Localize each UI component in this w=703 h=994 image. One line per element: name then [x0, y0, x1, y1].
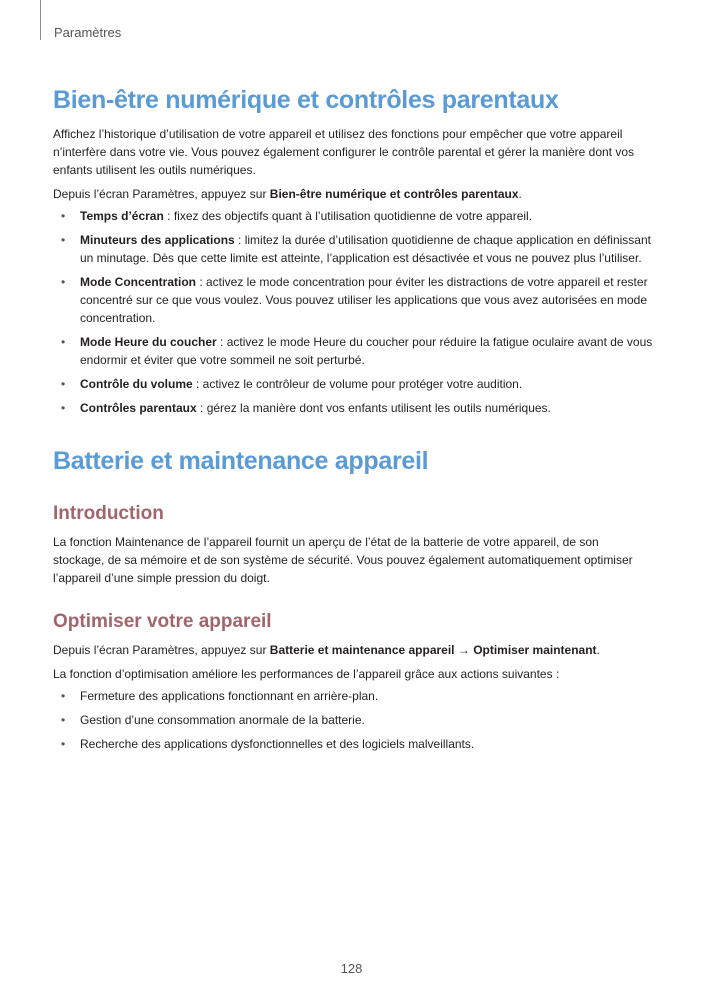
bullet-icon: •	[61, 209, 66, 223]
list-item: • Gestion d’une consommation anormale de la batterie.	[61, 713, 365, 727]
arrow-icon: →	[454, 643, 474, 657]
instruction: Depuis l’écran Paramètres, appuyez sur Bien-être numérique et contrôles parentaux.	[53, 187, 522, 201]
introduction-text: La fonction Maintenance de l’appareil fournit un aperçu de l’état de la batterie de votre appareil, de son stockage, de sa mémoire et de son système de sécurité. Vous pouvez également automatiquement optimiser l’appareil d’une simple pression du doigt.	[53, 535, 633, 585]
running-header: Paramètres	[54, 25, 122, 40]
subheading-optimize: Optimiser votre appareil	[53, 611, 272, 632]
list-item: • Fermeture des applications fonctionnant en arrière-plan.	[61, 689, 379, 703]
list-item: • Contrôles parentaux : gérez la manière dont vos enfants utilisent les outils numériques.	[61, 401, 551, 415]
optimize-list	[53, 687, 653, 753]
bullet-icon: •	[61, 377, 66, 391]
page-number: 128	[340, 961, 363, 976]
bullet-icon: •	[61, 689, 66, 703]
bullet-icon: •	[61, 737, 66, 751]
header-divider	[40, 0, 41, 40]
optimize-lead: La fonction d’optimisation améliore les performances de l’appareil grâce aux actions suivantes :	[53, 667, 560, 681]
bullet-icon: •	[61, 275, 66, 289]
list-item: • Contrôle du volume : activez le contrôleur de volume pour protéger votre audition.	[61, 377, 523, 391]
page-content	[53, 84, 653, 759]
feature-list	[53, 207, 653, 417]
bullet-icon: •	[61, 233, 66, 247]
subheading-introduction: Introduction	[53, 503, 164, 524]
bullet-icon: •	[61, 335, 66, 349]
list-item: • Mode Concentration : activez le mode concentration pour éviter les distractions de votre appareil et rester concentré sur ce que vous voulez. Vous pouvez utiliser les applications que vous avez autorisées en mode concentration.	[61, 275, 648, 325]
list-item: • Recherche des applications dysfonctionnelles et des logiciels malveillants.	[61, 737, 475, 751]
bullet-icon: •	[61, 401, 66, 415]
optimize-instruction: Depuis l’écran Paramètres, appuyez sur Batterie et maintenance appareil → Optimiser maintenant.	[53, 643, 600, 657]
list-item: • Minuteurs des applications : limitez la durée d’utilisation quotidienne de chaque application en définissant un minutage. Dès que cette limite est atteinte, l’application est désactivée et vous ne pouvez plus l’utiliser.	[61, 233, 651, 265]
section-title-digital-wellbeing: Bien-être numérique et contrôles parentaux	[53, 86, 559, 114]
section-title-battery: Batterie et maintenance appareil	[53, 447, 429, 475]
section-intro: Affichez l’historique d’utilisation de votre appareil et utilisez des fonctions pour empêcher que votre appareil n’interfère dans votre vie. Vous pouvez également configurer le contrôle parental et gérer la manière dont vos enfants utilisent les outils numériques.	[53, 127, 635, 177]
list-item: • Temps d’écran : fixez des objectifs quant à l’utilisation quotidienne de votre appareil.	[61, 209, 533, 223]
bullet-icon: •	[61, 713, 66, 727]
list-item: • Mode Heure du coucher : activez le mode Heure du coucher pour réduire la fatigue oculaire avant de vous endormir et éviter que votre sommeil ne soit perturbé.	[61, 335, 653, 367]
